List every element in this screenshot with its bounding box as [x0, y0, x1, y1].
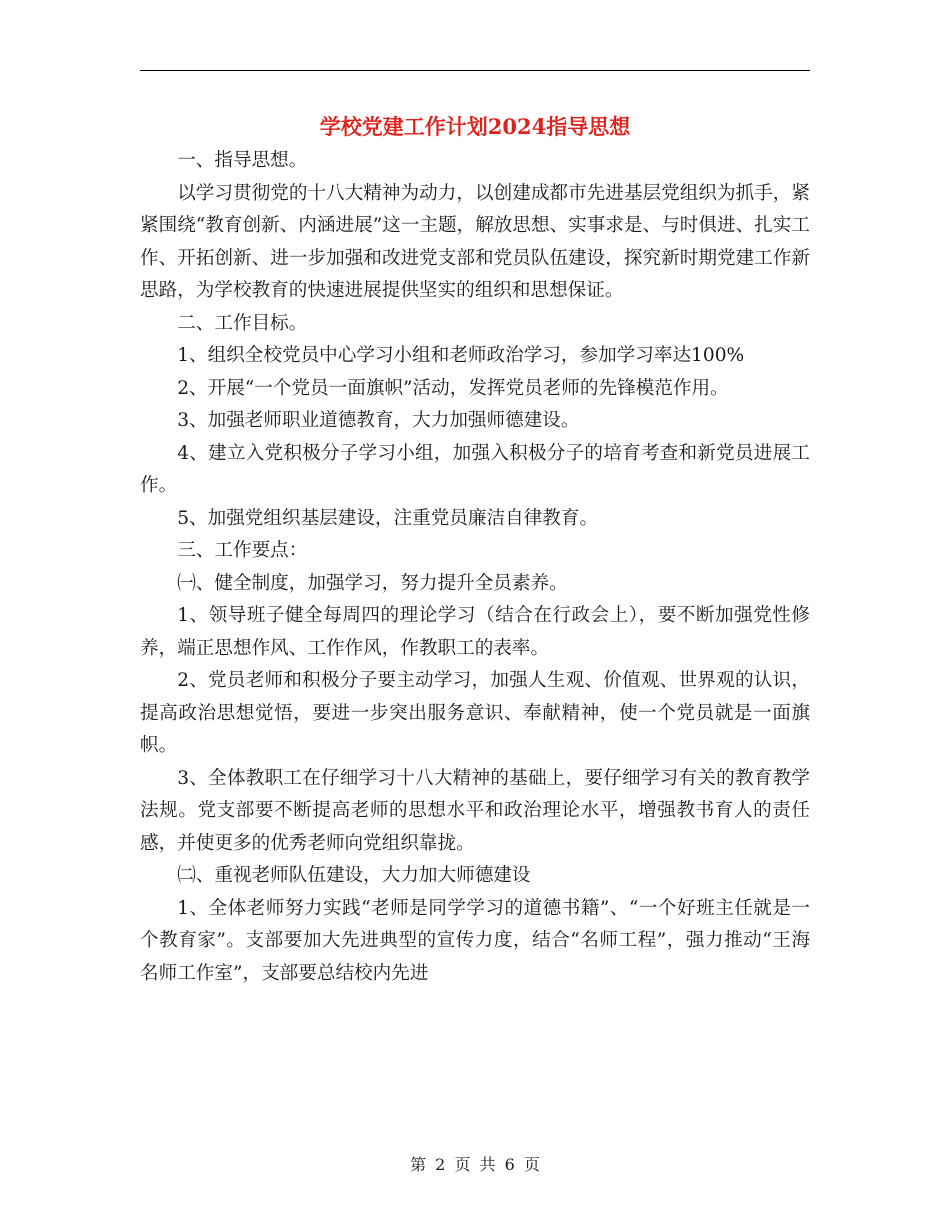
- list-item: 2、党员老师和积极分子要主动学习，加强人生观、价值观、世界观的认识，提高政治思想觉悟，要进一步突出服务意识、奉献精神，使一个党员就是一面旗帜。: [140, 670, 810, 756]
- list-item: 2、开展“一个党员一面旗帜”活动，发挥党员老师的先锋模范作用。: [177, 377, 729, 399]
- paragraph: 以学习贯彻党的十八大精神为动力，以创建成都市先进基层党组织为抓手，紧紧围绕“教育创新、内涵进展”这一主题，解放思想、实事求是、与时俱进、扎实工作、开拓创新、进一步加强和改进党支部和党员队伍建设，探究新时期党建工作新思路，为学校教育的快速进展提供坚实的组织和思想保证。: [140, 182, 810, 301]
- list-item: 4、建立入党积极分子学习小组，加强入积极分子的培育考查和新党员进展工作。: [140, 442, 810, 496]
- document-body: [140, 145, 810, 990]
- section-heading-key-points: 三、工作要点：: [177, 540, 308, 561]
- page-number-footer: 第 2 页 共 6 页: [410, 1155, 540, 1174]
- document-title: 学校党建工作计划2024指导思想: [319, 114, 631, 139]
- list-item: 1、全体老师努力实践“老师是同学学习的道德书籍”、“一个好班主任就是一个教育家”。支部要加大先进典型的宣传力度，结合“名师工程”，强力推动“王海名师工作室”，支部要总结校内先进: [140, 897, 810, 984]
- subsection-heading: ㈡、重视老师队伍建设，大力加大师德建设: [177, 865, 531, 886]
- section-heading-guiding-thought: 一、指导思想。: [177, 150, 308, 171]
- list-item: 3、加强老师职业道德教育，大力加强师德建设。: [177, 410, 580, 431]
- list-item: 1、领导班子健全每周四的理论学习（结合在行政会上），要不断加强党性修养，端正思想作风、工作作风，作教职工的表率。: [140, 605, 810, 659]
- subsection-heading: ㈠、健全制度，加强学习，努力提升全员素养。: [177, 572, 568, 594]
- section-heading-work-goals: 二、工作目标。: [177, 312, 308, 334]
- list-item: 1、组织全校党员中心学习小组和老师政治学习，参加学习率达100%: [177, 345, 745, 366]
- list-item: 3、全体教职工在仔细学习十八大精神的基础上，要仔细学习有关的教育教学法规。党支部要不断提高老师的思想水平和政治理论水平，增强教书育人的责任感，并使更多的优秀老师向党组织靠拢。: [140, 767, 810, 854]
- header-rule: [140, 70, 810, 71]
- list-item: 5、加强党组织基层建设，注重党员廉洁自律教育。: [177, 507, 599, 529]
